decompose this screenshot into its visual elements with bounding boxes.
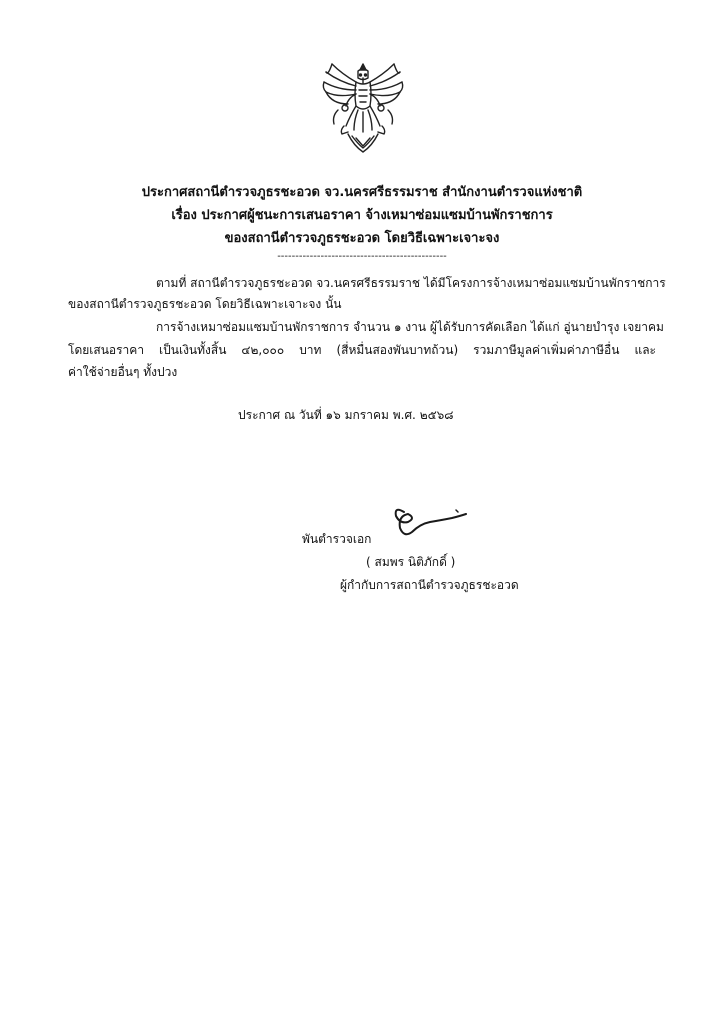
announcement-subject: เรื่อง ประกาศผู้ชนะการเสนอราคา จ้างเหมาซ่อมแซมบ้านพักราชการ [171, 208, 553, 223]
garuda-emblem-icon [318, 60, 408, 155]
divider-line: ----------------------------------------------- [277, 251, 447, 262]
paragraph-1-line-1: ตามที่ สถานีตำรวจภูธรชะอวด จว.นครศรีธรรมราช ได้มีโครงการจ้างเหมาซ่อมแซมบ้านพักราชการ [156, 276, 666, 290]
handwritten-signature [390, 502, 470, 544]
announcement-title: ประกาศสถานีตำรวจภูธรชะอวด จว.นครศรีธรรมราช สำนักงานตำรวจแห่งชาติ [141, 185, 583, 200]
announcement-subject-continued: ของสถานีตำรวจภูธรชะอวด โดยวิธีเฉพาะเจาะจง [224, 231, 500, 246]
paragraph-1-line-2: ของสถานีตำรวจภูธรชะอวด โดยวิธีเฉพาะเจาะจง นั้น [68, 297, 342, 311]
signer-rank: พันตำรวจเอก [302, 532, 372, 546]
paragraph-2-line-3: ค่าใช้จ่ายอื่นๆ ทั้งปวง [68, 365, 178, 379]
paragraph-2-line-2: โดยเสนอราคา เป็นเงินทั้งสิ้น ๔๒,๐๐๐ บาท (สี่หมื่นสองพันบาทถ้วน) รวมภาษีมูลค่าเพิ่มค่าภาษีอื่น และ [68, 343, 656, 357]
announcement-date: ประกาศ ณ วันที่ ๑๖ มกราคม พ.ศ. ๒๕๖๘ [238, 408, 454, 422]
signer-name: ( สมพร นิติภักดิ์ ) [366, 555, 456, 569]
paragraph-2-line-1: การจ้างเหมาซ่อมแซมบ้านพักราชการ จำนวน ๑ งาน ผู้ได้รับการคัดเลือก ได้แก่ อู่นายบำรุง เจยาคม [156, 320, 664, 334]
signer-title: ผู้กำกับการสถานีตำรวจภูธรชะอวด [340, 578, 519, 592]
